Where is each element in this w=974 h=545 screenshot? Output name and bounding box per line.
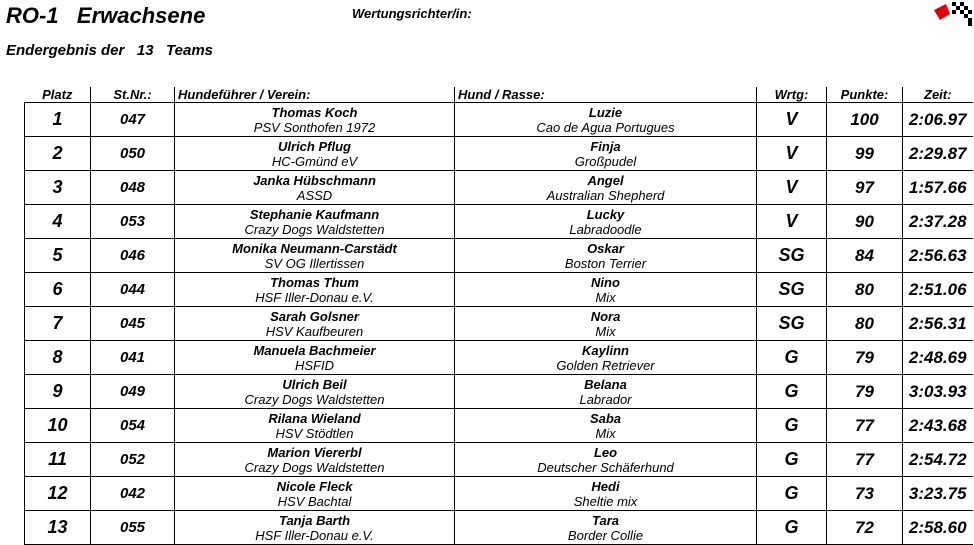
dog-name: Finja (590, 138, 621, 154)
dog-breed: Labradoodle (569, 221, 642, 237)
handler-name: Stephanie Kaufmann (249, 206, 380, 222)
handler-cell (175, 511, 455, 545)
column-header-platz: Platz (25, 87, 91, 103)
time-cell: 2:43.68 (903, 409, 973, 443)
dog-cell (455, 443, 757, 477)
rating-cell: V (757, 171, 827, 205)
club-name: HSV Stödtlen (275, 425, 354, 441)
dog-name: Luzie (588, 104, 623, 120)
table-row (25, 103, 973, 137)
dog-breed: Border Collie (567, 527, 644, 543)
handler-cell (175, 341, 455, 375)
dog-name: Nora (590, 308, 621, 324)
dog-breed: Sheltie mix (573, 493, 638, 509)
handler-name: Janka Hübschmann (253, 172, 376, 188)
start-number-cell: 049 (91, 375, 175, 409)
dog-cell (455, 307, 757, 341)
dog-breed: Australian Shepherd (546, 187, 665, 203)
rating-cell: SG (757, 239, 827, 273)
dog-name: Leo (593, 444, 618, 460)
table-row (25, 443, 973, 477)
club-name: Crazy Dogs Waldstetten (244, 391, 385, 407)
dog-cell (455, 171, 757, 205)
results-subtitle: Endergebnis der 13 Teams (6, 42, 214, 59)
start-number-cell: 053 (91, 205, 175, 239)
time-cell: 1:57.66 (903, 171, 973, 205)
time-cell: 3:03.93 (903, 375, 973, 409)
table-header-row (25, 87, 973, 103)
start-number-cell: 042 (91, 477, 175, 511)
start-number-cell: 045 (91, 307, 175, 341)
handler-name: Ulrich Pflug (278, 138, 351, 154)
handler-name: Ulrich Beil (282, 376, 347, 392)
club-name: Crazy Dogs Waldstetten (244, 459, 385, 475)
rating-cell: V (757, 103, 827, 137)
points-cell: 84 (827, 239, 903, 273)
handler-name: Sarah Golsner (270, 308, 359, 324)
dog-cell (455, 511, 757, 545)
table-row (25, 307, 973, 341)
table-row (25, 171, 973, 205)
rank-cell: 6 (25, 273, 91, 307)
table-row (25, 375, 973, 409)
rating-cell: SG (757, 273, 827, 307)
dog-cell (455, 103, 757, 137)
rating-cell: G (757, 443, 827, 477)
column-header-wertung: Wrtg: (757, 87, 827, 103)
points-cell: 77 (827, 443, 903, 477)
rating-cell: SG (757, 307, 827, 341)
table-row (25, 205, 973, 239)
table-row (25, 477, 973, 511)
handler-cell (175, 375, 455, 409)
points-cell: 80 (827, 307, 903, 341)
rank-cell: 12 (25, 477, 91, 511)
dog-breed: Labrador (579, 391, 632, 407)
dog-name: Nino (591, 274, 620, 290)
time-cell: 2:56.63 (903, 239, 973, 273)
handler-name: Tanja Barth (278, 512, 351, 528)
points-cell: 80 (827, 273, 903, 307)
dog-breed: Deutscher Schäferhund (537, 459, 674, 475)
dog-breed: Mix (595, 425, 616, 441)
handler-name: Nicole Fleck (276, 478, 353, 494)
table-row (25, 409, 973, 443)
rank-cell: 1 (25, 103, 91, 137)
club-name: HSV Bachtal (277, 493, 352, 509)
dog-name: Angel (587, 172, 624, 188)
start-number-cell: 048 (91, 171, 175, 205)
points-cell: 79 (827, 375, 903, 409)
club-name: HSF Iller-Donau e.V. (255, 289, 374, 305)
dog-breed: Großpudel (574, 153, 637, 169)
rating-cell: G (757, 341, 827, 375)
points-cell: 99 (827, 137, 903, 171)
club-name: HSFID (295, 357, 334, 373)
rating-cell: V (757, 205, 827, 239)
dog-name: Oskar (587, 240, 624, 256)
time-cell: 2:51.06 (903, 273, 973, 307)
club-name: HC-Gmünd eV (271, 153, 358, 169)
dog-breed: Mix (595, 289, 616, 305)
rank-cell: 9 (25, 375, 91, 409)
rank-cell: 8 (25, 341, 91, 375)
rank-cell: 5 (25, 239, 91, 273)
start-number-cell: 052 (91, 443, 175, 477)
dog-cell (455, 409, 757, 443)
time-cell: 2:37.28 (903, 205, 973, 239)
rating-cell: G (757, 477, 827, 511)
start-number-cell: 044 (91, 273, 175, 307)
dog-name: Saba (589, 410, 622, 426)
handler-cell (175, 137, 455, 171)
handler-name: Thomas Thum (270, 274, 359, 290)
dog-breed: Boston Terrier (564, 255, 647, 271)
dog-cell (455, 239, 757, 273)
dog-cell (455, 477, 757, 511)
rank-cell: 7 (25, 307, 91, 341)
dog-cell (455, 273, 757, 307)
club-logo-icon (932, 0, 974, 28)
column-header-stnr: St.Nr.: (91, 87, 175, 103)
time-cell: 2:06.97 (903, 103, 973, 137)
time-cell: 2:29.87 (903, 137, 973, 171)
table-row (25, 511, 973, 545)
rating-cell: V (757, 137, 827, 171)
dog-cell (455, 137, 757, 171)
handler-cell (175, 307, 455, 341)
dog-name: Belana (584, 376, 627, 392)
column-header-zeit: Zeit: (903, 87, 973, 103)
rank-cell: 4 (25, 205, 91, 239)
points-cell: 72 (827, 511, 903, 545)
handler-name: Rilana Wieland (268, 410, 361, 426)
handler-cell (175, 409, 455, 443)
handler-cell (175, 171, 455, 205)
start-number-cell: 055 (91, 511, 175, 545)
column-header-hund: Hund / Rasse: (455, 87, 757, 103)
column-header-hundefuehrer: Hundeführer / Verein: (175, 87, 455, 103)
judge-label: Wertungsrichter/in: (352, 6, 472, 21)
dog-breed: Golden Retriever (556, 357, 655, 373)
dog-cell (455, 205, 757, 239)
results-table (24, 87, 973, 545)
dog-breed: Cao de Agua Portugues (536, 119, 675, 135)
page-title: RO-1 Erwachsene (6, 3, 206, 28)
table-row (25, 273, 973, 307)
time-cell: 2:58.60 (903, 511, 973, 545)
club-name: PSV Sonthofen 1972 (253, 119, 376, 135)
rank-cell: 3 (25, 171, 91, 205)
dog-cell (455, 375, 757, 409)
table-row (25, 137, 973, 171)
start-number-cell: 054 (91, 409, 175, 443)
table-row (25, 239, 973, 273)
time-cell: 2:54.72 (903, 443, 973, 477)
rank-cell: 2 (25, 137, 91, 171)
points-cell: 100 (827, 103, 903, 137)
rating-cell: G (757, 409, 827, 443)
club-name: Crazy Dogs Waldstetten (244, 221, 385, 237)
handler-cell (175, 103, 455, 137)
time-cell: 2:56.31 (903, 307, 973, 341)
dog-breed: Mix (595, 323, 616, 339)
handler-name: Thomas Koch (271, 104, 358, 120)
club-name: HSV Kaufbeuren (265, 323, 364, 339)
handler-cell (175, 477, 455, 511)
start-number-cell: 047 (91, 103, 175, 137)
time-cell: 2:48.69 (903, 341, 973, 375)
dog-name: Hedi (591, 478, 620, 494)
club-name: SV OG Illertissen (264, 255, 365, 271)
handler-cell (175, 205, 455, 239)
club-name: HSF Iller-Donau e.V. (255, 527, 374, 543)
handler-cell (175, 443, 455, 477)
rank-cell: 11 (25, 443, 91, 477)
dog-name: Kaylinn (582, 342, 629, 358)
dog-name: Lucky (586, 206, 625, 222)
time-cell: 3:23.75 (903, 477, 973, 511)
start-number-cell: 046 (91, 239, 175, 273)
handler-cell (175, 239, 455, 273)
handler-name: Marion Viererbl (267, 444, 362, 460)
points-cell: 90 (827, 205, 903, 239)
points-cell: 79 (827, 341, 903, 375)
points-cell: 77 (827, 409, 903, 443)
rank-cell: 13 (25, 511, 91, 545)
handler-name: Monika Neumann-Carstädt (232, 240, 397, 256)
start-number-cell: 050 (91, 137, 175, 171)
start-number-cell: 041 (91, 341, 175, 375)
handler-cell (175, 273, 455, 307)
dog-cell (455, 341, 757, 375)
rating-cell: G (757, 511, 827, 545)
column-header-punkte: Punkte: (827, 87, 903, 103)
dog-name: Tara (592, 512, 619, 528)
table-row (25, 341, 973, 375)
points-cell: 97 (827, 171, 903, 205)
handler-name: Manuela Bachmeier (253, 342, 376, 358)
points-cell: 73 (827, 477, 903, 511)
rating-cell: G (757, 375, 827, 409)
rank-cell: 10 (25, 409, 91, 443)
club-name: ASSD (296, 187, 333, 203)
